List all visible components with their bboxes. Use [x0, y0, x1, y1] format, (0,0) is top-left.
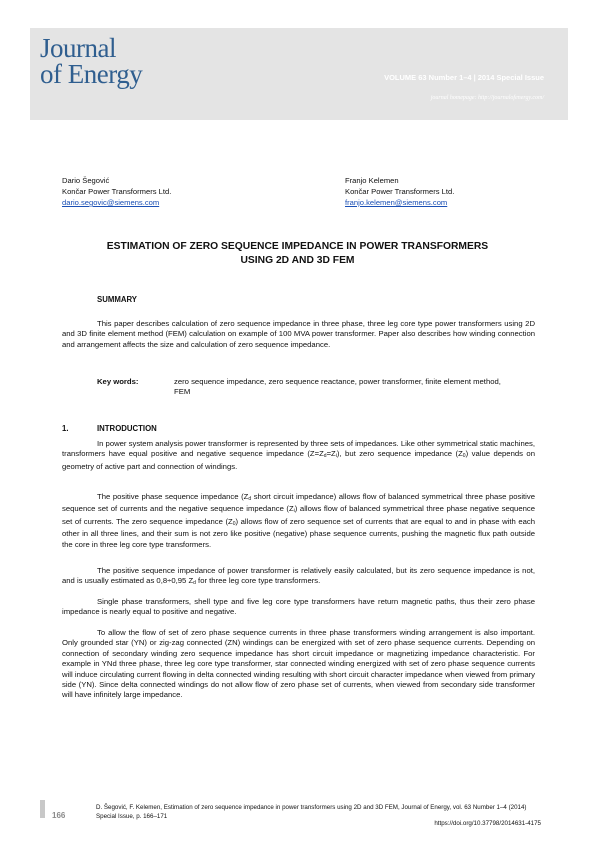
title-line-2: USING 2D AND 3D FEM: [240, 255, 355, 266]
summary-heading: SUMMARY: [97, 295, 137, 304]
intro-paragraph-1: In power system analysis power transformer is represented by three sets of impedances. Like other symmetrical static machines, transformers have equal positive and negative sequence impedance $(Z=Z_d=Z_i)$, but zero sequence impedance $(Z_0)$ value depends on geometry of active part and connection of windings.: [62, 439, 535, 471]
logo-line-1: Journal: [40, 33, 116, 63]
author-email-link[interactable]: franjo.kelemen@siemens.com: [345, 198, 448, 207]
journal-homepage[interactable]: journal homepage: http://journalofenergy.com/: [430, 95, 544, 101]
footer-accent-bar: [40, 800, 45, 818]
keywords-text: zero sequence impedance, zero sequence reactance, power transformer, finite element method, FEM: [174, 377, 501, 397]
summary-paragraph: This paper describes calculation of zero sequence impedance in three phase, three leg core type power transformers using 2D and 3D finite element method (FEM) calculation on example of 100 MVA power transformer. Paper also describes how winding connection and arrangement affects the size and calculation of zero sequence impedance.: [62, 319, 535, 349]
author-affiliation: Končar Power Transformers Ltd.: [345, 187, 455, 196]
volume-number: VOLUME 63 Number 1–4: [384, 73, 472, 82]
intro-paragraph-5: To allow the flow of set of zero phase sequence currents in three phase transformers winding arrangement is also important. Only grounded star (YN) or zig-zag connected (ZN) windings can be energized with set of zero phase sequence currents. Depending on connection of secondary winding zero sequence impedance has short circuit impedance or magnetizing impedance characteristic. For example in YNd three phase, three leg core type transformer, star connected winding energized with set of zero phase sequence currents will induce circulating current flowing in delta connected winding resulting with short circuit character impedance when viewed from primary side (YN). Since delta connected windings do not allow flow of zero phase set of currents, when viewed from secondary side transformer will have infinitely large impedance.: [62, 628, 535, 700]
author-2: [345, 175, 454, 208]
author-email-link[interactable]: dario.segovic@siemens.com: [62, 198, 160, 207]
journal-header: [30, 28, 568, 120]
intro-paragraph-4: Single phase transformers, shell type and five leg core type transformers have return magnetic paths, thus their zero phase impedance is nearly equal to positive and negative.: [62, 597, 535, 617]
author-name: Dario Šegović: [62, 176, 110, 185]
footer-doi-link[interactable]: https://doi.org/10.37798/2014631-4175: [434, 820, 541, 827]
issue-label: 2014 Special Issue: [477, 73, 544, 82]
paper-title: [60, 240, 535, 268]
intro-paragraph-2: The positive phase sequence impedance ($Z_d$ short circuit impedance) allows flow of balanced symmetrical three phase positive sequence set of currents and the negative sequence impedance $(Z_i)$ allows flow of balanced symmetrical three phase negative sequence set of currents. The zero sequence impedance $(Z_0)$ allows flow of zero sequence set of currents that are equal to and in phase with each other in all three lines, and their sum is not zero like positive (negative) phase sequence currents, pushing the magnetic flux path outside the core in three leg core type transformers.: [62, 492, 536, 549]
author-name: Franjo Kelemen: [345, 176, 399, 185]
volume-info: VOLUME 63 Number 1–4 | 2014 Special Issue: [384, 73, 544, 82]
intro-paragraph-3: The positive sequence impedance of power transformer is relatively easily calculated, but its zero sequence impedance is not, and is usually estimated as 0,8÷0,95 $Z_d$ for three leg core type transformers.: [62, 566, 535, 587]
journal-logo: [40, 35, 142, 87]
section-heading: INTRODUCTION: [97, 424, 157, 433]
footer-citation: D. Šegović, F. Kelemen, Estimation of zero sequence impedance in power transformers using 2D and 3D FEM, Journal of Energy, vol. 63 Number 1–4 (2014) Special Issue, p. 166–171: [96, 804, 527, 820]
author-1: [62, 175, 171, 208]
page-number: 166: [52, 811, 66, 820]
title-line-1: ESTIMATION OF ZERO SEQUENCE IMPEDANCE IN POWER TRANSFORMERS: [106, 241, 489, 252]
author-affiliation: Končar Power Transformers Ltd.: [62, 187, 172, 196]
logo-line-2: of Energy: [40, 59, 143, 89]
keywords-label: Key words:: [97, 377, 139, 386]
section-number: 1.: [62, 424, 69, 433]
